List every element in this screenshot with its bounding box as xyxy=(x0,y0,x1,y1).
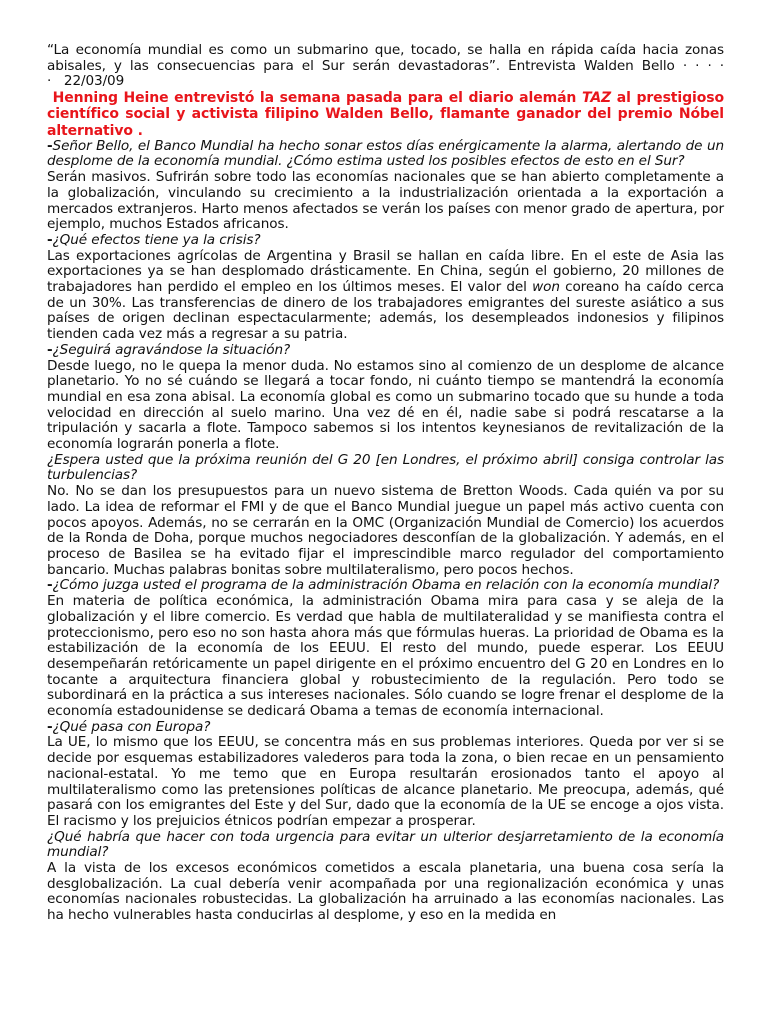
question-7 xyxy=(47,830,724,861)
question-dash: - xyxy=(47,341,53,358)
header-quote xyxy=(47,43,724,90)
answer-6: La UE, lo mismo que los EEUU, se concentra más en sus problemas interiores. Queda por ver si se decide por esquemas estabilizadores valederos para toda la zona, o bien recae en un pensamiento nacional-estatal. Yo me temo que en Europa resultarán erosionados tanto el apoyo al multilateralismo como las pretensiones políticas de alcance planetario. Me preocupa, además, qué pasará con los emigrantes del Este y del Sur, dado que la economía de la UE se encoge a ojos vista. El racismo y los prejuicios étnicos podrían empezar a prosperar. xyxy=(47,734,724,829)
question-4 xyxy=(47,453,724,484)
question-dash: - xyxy=(47,137,53,154)
question-dash: - xyxy=(47,577,53,594)
answer-5: En materia de política económica, la administración Obama mira para casa y se aleja de la globalización y el libre comercio. Es verdad que habla de multilateralidad y se manifiesta contra el proteccionismo, pero eso no son hasta ahora más que fórmulas hueras. La prioridad de Obama es la estabilización de la economía de los EEUU. El resto del mundo, puede esperar. Los EEUU desempeñarán retóricamente un papel dirigente en el próximo encuentro del G 20 en Londres en lo tocante a arquitectura financiera global y robustecimiento de la regulación. Pero todo se subordinará en la práctica a sus intereses nacionales. Sólo cuando se logre frenar el desplome de la economía estadounidense se dedicará Obama a temas de economía internacional. xyxy=(47,593,724,720)
question-text: ¿Seguirá agravándose la situación? xyxy=(52,341,291,358)
question-1 xyxy=(47,139,724,170)
question-text: ¿Espera usted que la próxima reunión del G 20 [en Londres, el próximo abril] consiga controlar las turbulencias? xyxy=(47,451,724,484)
question-text: ¿Qué efectos tiene ya la crisis? xyxy=(52,231,261,248)
intro-text-start: Henning Heine entrevistó la semana pasada para el diario alemán xyxy=(52,90,577,107)
question-2 xyxy=(47,233,724,249)
answer-4: No. No se dan los presupuestos para un nuevo sistema de Bretton Woods. Cada quién va por su lado. La idea de reformar el FMI y de que el Banco Mundial juegue un papel más activo cuenta con pocos apoyos. Además, no se cerrarán en la OMC (Organización Mundial de Comercio) los acuerdos de la Ronda de Doha, porque muchos negociadores desconfían de la globalización. Y además, en el proceso de Basilea se ha evitado fijar el imprescindible marco regulador del comportamiento bancario. Muchas palabras bonitas sobre multilateralismo, pero pocos hechos. xyxy=(47,483,724,578)
question-5 xyxy=(47,578,724,594)
answer-text: Las exportaciones agrícolas de Argentina y Brasil se hallan en caída libre. En el este de Asia las exportaciones ya se han desplomado drásticamente. En China, según el gobierno, 20 millones de trabajadores han perdido el empleo en los últimos meses. El valor del xyxy=(47,247,724,296)
header-date: 22/03/09 xyxy=(63,73,125,90)
answer-1: Serán masivos. Sufrirán sobre todo las economías nacionales que se han abierto completamente a la globalización, vinculando su crecimiento a la industrialización orientada a la exportación a mercados extranjeros. Harto menos afectados se verán los países con menor grado de apertura, por ejemplo, muchos Estados africanos. xyxy=(47,169,724,233)
question-6 xyxy=(47,720,724,736)
intro-text-end: al prestigioso científico social y activista filipino Walden Bello, flamante ganador del premio Nóbel alternativo . xyxy=(47,90,724,139)
intro-newspaper-name: TAZ xyxy=(581,90,612,107)
document-body xyxy=(47,43,724,924)
header-quote-text: “La economía mundial es como un submarino que, tocado, se halla en rápida caída hacia zonas abisales, y las consecuencias para el Sur serán devastadoras”. Entrevista Walden Bello · · · · · xyxy=(47,42,724,90)
question-text: ¿Cómo juzga usted el programa de la administración Obama en relación con la economía mundial? xyxy=(52,577,720,594)
question-text: Señor Bello, el Banco Mundial ha hecho sonar estos días enérgicamente la alarma, alertando de un desplome de la economía mundial. ¿Cómo estima usted los posibles efectos de esto en el Sur? xyxy=(47,137,724,170)
answer-7: A la vista de los excesos económicos cometidos a escala planetaria, una buena cosa sería la desglobalización. La cual debería venir acompañada por una regionalización económica y unas economías nacionales robustecidas. La globalización ha arruinado a las economías nacionales. Las ha hecho vulnerables hasta conducirlas al desplome, y eso en la medida en xyxy=(47,860,724,924)
question-text: ¿Qué habría que hacer con toda urgencia para evitar un ulterior desjarretamiento de la economía mundial? xyxy=(47,828,724,861)
answer-3: Desde luego, no le quepa la menor duda. No estamos sino al comienzo de un desplome de alcance planetario. Yo no sé cuándo se llegará a tocar fondo, ni cuánto tiempo se mantendrá la economía mundial en esa zona abisal. La economía global es como un submarino tocado que su hunde a toda velocidad en dirección al suelo marino. Una vez dé en él, nadie sabe si podrá rescatarse a la tripulación y sacarla a flote. Tampoco sabemos si los intentos keynesianos de revitalización de la economía lograrán ponerla a flote. xyxy=(47,357,724,453)
question-dash: - xyxy=(47,231,53,248)
intro-paragraph xyxy=(47,90,724,139)
question-text: ¿Qué pasa con Europa? xyxy=(52,718,211,735)
question-dash: - xyxy=(47,718,53,735)
answer-2 xyxy=(47,249,724,343)
answer-text-continued: coreano ha caído cerca de un 30%. Las transferencias de dinero de los trabajadores emigrantes del sureste asiático a sus países de origen declinan espectacularmente; además, los desempleados indonesios y filipinos tienden cada vez más a regresar a su patria. xyxy=(47,279,725,343)
currency-term: won xyxy=(532,279,560,296)
question-3 xyxy=(47,343,724,359)
